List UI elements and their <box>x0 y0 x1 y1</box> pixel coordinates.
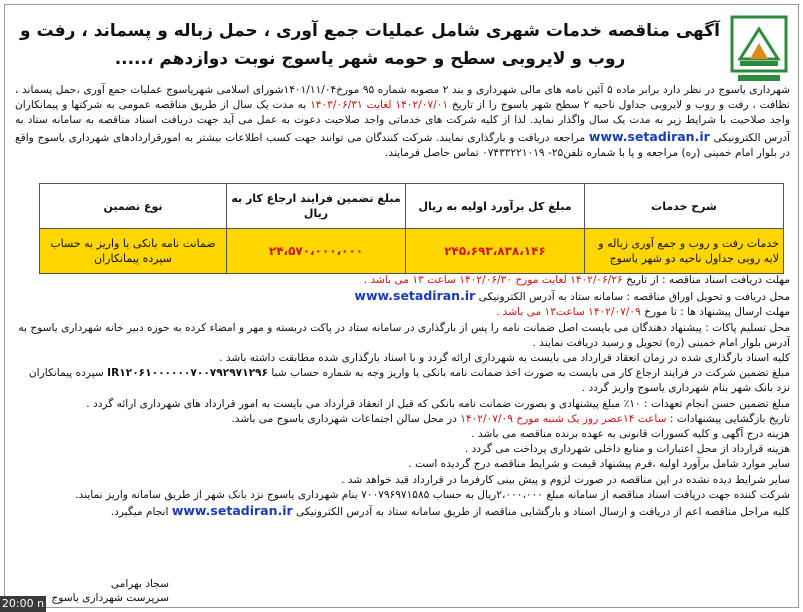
final-label: کلیه مراحل مناقصه اعم از دریافت و ارسال اسناد و بارگشایی مناقصه از طریق سامانه ستاد به آدرس الکترونیکی <box>292 506 790 519</box>
delivery-link[interactable]: www.setadiran.ir <box>354 288 476 304</box>
doc-date-label: مهلت دریافت اسناد مناقصه : از تاریخ <box>626 274 790 286</box>
contract-text: سایر شرایط دیده نشده در این مناقصه در صورت لزوم و پیش بینی کارفرما در قرارداد قید خواهد شد . <box>341 473 790 486</box>
header-estimate: مبلغ کل برآورد اولیه به ریال <box>406 184 585 229</box>
tender-details <box>15 273 790 520</box>
deadline-value: ۱۴۰۲/۰۷/۰۹ ساعت۱۳ می باشد . <box>495 306 641 319</box>
final-line <box>15 503 790 520</box>
delivery-line <box>15 288 790 305</box>
deadline-label: مهلت ارسال پیشنهاد ها : تا مورخ <box>644 306 790 319</box>
timestamp-overlay: 20:00 n <box>1 597 45 610</box>
cell-guarantee-type: ضمانت نامه بانکی یا واریز به حساب سپرده پیمانکاران <box>40 229 227 274</box>
table-row <box>40 229 784 274</box>
setad-link[interactable]: www.setadiran.ir <box>588 128 710 144</box>
guarantee-label: مبلغ تضمین شرکت در فرایند ارجاع کار می بایست به صورت اخذ ضمانت نامه بانکی یا واریز وجه به شماره حساب شبا <box>268 367 790 380</box>
intro-part2: به مدت یک سال از طریق مناقصه عمومی به شرکتها و پیمانکاران واجد صلاحیت با شرایط زیر به مدت یک سال واگذار نماید. لذا از کلیه شرکت های خدماتی واجد صلاحیت دعوت به عمل می آید جهت دریافت اسناد مناقصه به سامانه ستاد به آدرس الکترونیکی <box>15 99 790 144</box>
intro-part3: مراجعه دریافت و بارگذاری نمایند. شرکت کنندگان می توانند جهت کسب اطلاعات بیشتر به امورقراردادهای شهرداری یاسوج واقع در بلوار امام خمینی (ره) مراجعه و یا با شماره تلفن۲۵- ۰۷۴۳۳۲۲۱۰۱۹ تماس حاصل فرمایند. <box>15 131 790 159</box>
guarantee-text <box>15 366 790 396</box>
other-text: سایر موارد شامل برآورد اولیه ،فرم پیشنهاد قیمت و شرایط مناقصه درج گردیده است . <box>408 458 790 471</box>
guarantee-suffix: سپرده پیمانکاران نزد بانک شهر بنام شهرداری یاسوج واریز گردد . <box>28 367 790 395</box>
ad-cost-text: هزینه درج آگهی و کلیه کسورات قانونی به عهده برنده مناقصه می باشد . <box>471 428 790 441</box>
doc-date-line <box>15 273 790 288</box>
final-suffix: انجام میگیرد. <box>110 506 172 519</box>
tender-table <box>39 183 784 274</box>
intro-dates: ۱۴۰۲/۰۷/۰۱ لغایت ۱۴۰۳/۰۶/۳۱ <box>310 99 449 112</box>
deadline-line <box>15 305 790 320</box>
winner-text: کلیه اسناد بارگذاری شده در زمان انعقاد قرارداد می بایست به شهرداری ارائه گردد و با اسناد بارگذاری شده مطابقت داشته باشد . <box>219 352 790 365</box>
final-link[interactable]: www.setadiran.ir <box>171 503 293 519</box>
header-guarantee: مبلغ تضمین فرایند ارجاع کار به ریال <box>227 184 406 229</box>
signature-name: سجاد بهرامی <box>110 578 169 590</box>
cell-service: خدمات رفت و روب و جمع آوری زباله و لایه روبی جداول ناحیه دو شهر یاسوج <box>585 229 784 274</box>
performance-text: مبلغ تضمین حسن انجام تعهدات : ۱۰٪ مبلغ پیشنهادی و بصورت ضمانت نامه بانکی که قبل از انعقاد قرارداد می بایست به امور قرارداد های شهرداری ارائه گردد . <box>86 397 790 410</box>
cell-estimate: ۲۴۵،۶۹۳،۸۳۸،۱۴۶ <box>406 229 585 274</box>
delivery-label: محل دریافت و تحویل اوراق مناقصه : سامانه ستاد به آدرس الکترونیکی <box>478 291 790 304</box>
header-guarantee-type: نوع تضمین <box>40 184 227 229</box>
opening-line <box>15 412 790 427</box>
opening-value: ساعت ۱۴عصر روز یک شنبه مورخ ۱۴۰۲/۰۷/۰۹ <box>460 412 667 425</box>
fee-text: شرکت کننده جهت دریافت اسناد مناقصه از سامانه مبلغ ۲،۰۰۰،۰۰۰ریال به حساب ۷۰۰۷۹۶۹۷۱۵۸۵ بنام شهرداری یاسوج نزد بانک شهر از طریق سامانه واریز نمایند. <box>75 488 790 501</box>
guarantee-iban: IR۱۲۰۶۱۰۰۰۰۰۰۷۰۰۷۹۲۹۷۱۲۹۶ <box>107 367 268 380</box>
doc-date-value: ۱۴۰۲/۰۶/۲۶ لغایت مورخ ۱۴۰۲/۰۶/۳۰ ساعت ۱۳ می باشد . <box>363 274 623 286</box>
intro-part1: شهرداری یاسوج در نظر دارد برابر ماده ۵ آئین نامه های مالی شهرداری و بند ۲ مصوبه شماره ۹۵ مورخ۱۴۰۱/۱۱/۰۴شورای اسلامی شهریاسوج عملیات جمع آوری ،حمل پسماند ، نظافت ، رفت و روب و لایروبی جداول ناحیه ۲ سطح شهر یاسوج را از تاریخ <box>15 84 791 112</box>
page-title: آگهی مناقصه خدمات شهری شامل عملیات جمع آوری ، حمل زباله و پسماند ، رفت و روب و لایروبی سطح و حومه شهر یاسوج نوبت دوازدهم ،..... <box>20 21 720 69</box>
cell-guarantee: ۲۴،۵۷۰،۰۰۰،۰۰۰ <box>227 229 406 274</box>
advertisement-page <box>4 4 799 608</box>
packages-text: محل تسلیم پاکات : پیشنهاد دهندگان می بایست اصل ضمانت نامه را پس از بارگذاری در سامانه ستاد در پاکت دربسته و مهر و امضاء کرده به حوزه دبیر خانه شهرداری یاسوج به آدرس بلوار امام خمینی (ره) تحویل و رسید دریافت نمایند . <box>18 321 790 349</box>
header-service: شرح خدمات <box>585 184 784 229</box>
signature-role: سرپرست شهرداری یاسوج <box>51 592 169 604</box>
table-header-row <box>40 184 784 229</box>
municipality-logo <box>730 15 788 85</box>
opening-label: تاریخ بازگشایی پیشنهادات : <box>669 412 790 425</box>
opening-suffix: در محل سالن اجتماعات شهرداری یاسوج می باشد. <box>231 412 461 425</box>
intro-paragraph <box>15 83 790 161</box>
payment-text: هزینه قرارداد از محل اعتبارات و منابع داخلی شهرداری پرداخت می گردد . <box>464 443 790 456</box>
